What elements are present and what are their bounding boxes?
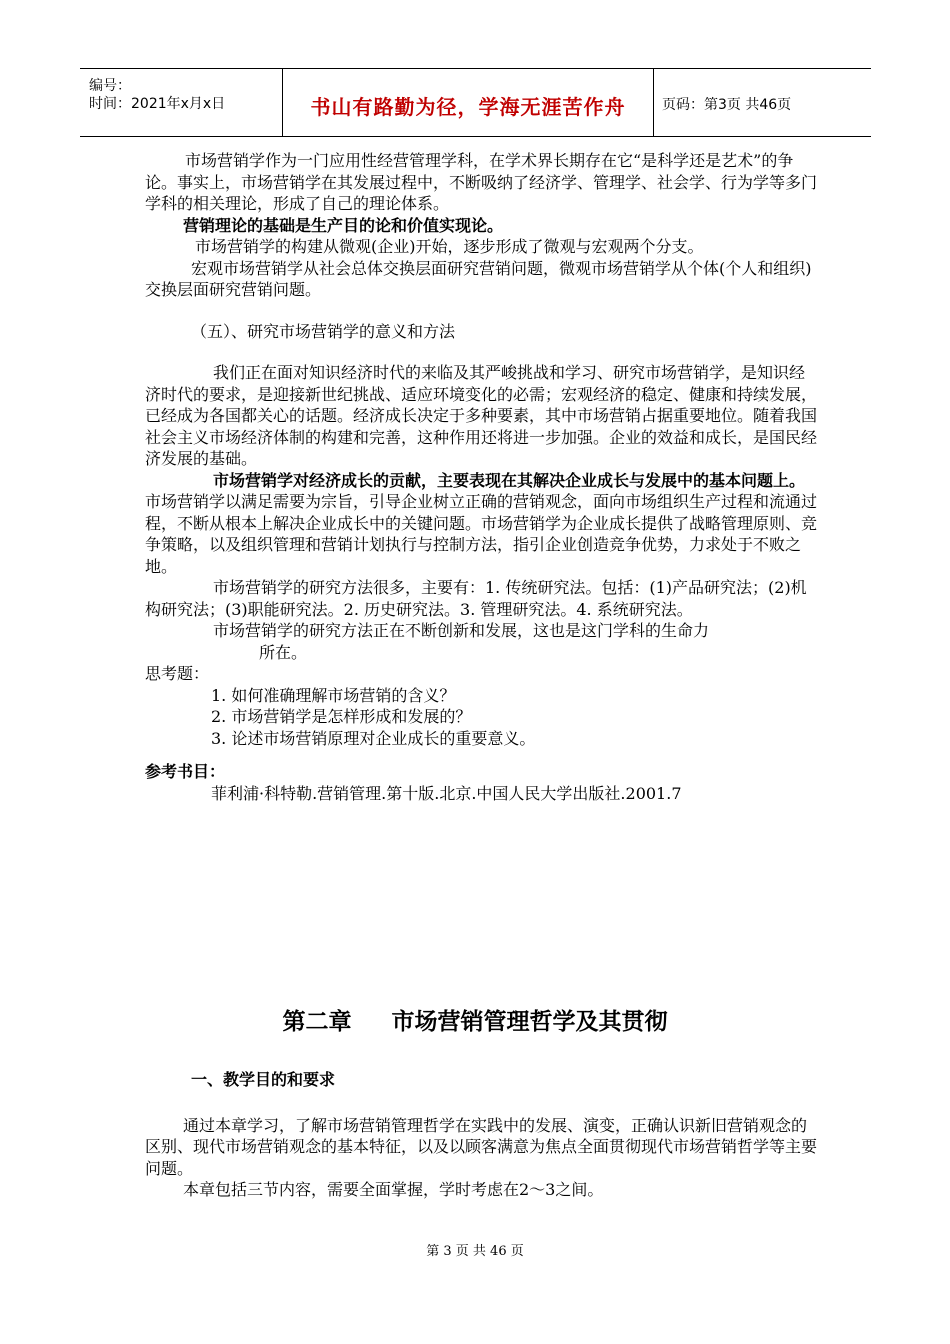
page-footer: 第 3 页 共 46 页 xyxy=(426,1244,524,1259)
header-info-cell xyxy=(80,69,283,136)
page-header xyxy=(80,68,871,137)
paragraph: 通过本章学习，了解市场营销管理哲学在实践中的发展、演变，正确认识新旧营销观念的区别、现代市场营销观念的基本特征，以及以顾客满意为焦点全面贯彻现代市场营销哲学等主要问题。 xyxy=(145,1115,818,1178)
questions-label: 思考题： xyxy=(145,664,210,683)
references-label: 参考书目： xyxy=(145,762,226,781)
paragraph: 宏观市场营销学从社会总体交换层面研究营销问题，微观市场营销学从个体(个人和组织)交换层面研究营销问题。 xyxy=(145,258,812,299)
bold-paragraph: 营销理论的基础是生产目的论和价值实现论。 xyxy=(183,215,504,235)
section-heading: 一、教学目的和要求 xyxy=(191,1070,336,1089)
question-item: 1. 如何准确理解市场营销的含义？ xyxy=(211,685,456,705)
number-label: 编号： xyxy=(89,78,131,94)
section-heading: （五）、研究市场营销学的意义和方法 xyxy=(191,321,456,341)
paragraph: 市场营销学的研究方法很多，主要有：1. 传统研究法。包括：(1)产品研究法；(2)机构研究法；(3)职能研究法。2. 历史研究法。3. 管理研究法。4. 系统研究法。 xyxy=(145,578,807,619)
chapter-heading xyxy=(0,1003,950,1036)
paragraph: 本章包括三节内容，需要全面掌握，学时考虑在2～3之间。 xyxy=(183,1180,604,1199)
paragraph-rest: 市场营销学以满足需要为宗旨，引导企业树立正确的营销观念，面向市场组织生产过程和流通过程，不断从根本上解决企业成长中的关键问题。市场营销学为企业成长提供了战略管理原则、竞争策略，以及组织管理和营销计划执行与控制方法，指引企业创造竞争优势，力求处于不败之地。 xyxy=(145,492,818,576)
paragraph-line: 市场营销学的研究方法正在不断创新和发展，这也是这门学科的生命力 xyxy=(213,621,710,640)
paragraph xyxy=(145,470,820,578)
chapter-number: 第二章 xyxy=(282,1009,352,1035)
chapter-body xyxy=(145,1069,820,1201)
question-item: 2. 市场营销学是怎样形成和发展的？ xyxy=(211,707,472,726)
document-body xyxy=(145,150,820,804)
paragraph: 市场营销学的构建从微观(企业)开始，逐步形成了微观与宏观两个分支。 xyxy=(195,237,704,256)
header-page-cell xyxy=(654,69,871,136)
paragraph-line: 所在。 xyxy=(259,642,308,662)
header-motto-cell xyxy=(283,69,654,136)
motto: 书山有路勤为径，学海无涯苦作舟 xyxy=(310,95,626,119)
paragraph: 市场营销学作为一门应用性经营管理学科，在学术界长期存在它“是科学还是艺术”的争论。事实上，市场营销学在其发展过程中，不断吸纳了经济学、管理学、社会学、行为学等多门学科的相关理论，形成了自己的理论体系。 xyxy=(145,151,818,213)
question-item: 3. 论述市场营销原理对企业成长的重要意义。 xyxy=(211,728,536,748)
bold-lead: 市场营销学对经济成长的贡献，主要表现在其解决企业成长与发展中的基本问题上。 xyxy=(213,470,806,490)
chapter-title: 市场营销管理哲学及其贯彻 xyxy=(391,1009,668,1035)
page-info: 页码：第3页 共46页 xyxy=(662,97,792,113)
paragraph: 我们正在面对知识经济时代的来临及其严峻挑战和学习、研究市场营销学，是知识经济时代的要求，是迎接新世纪挑战、适应环境变化的必需；宏观经济的稳定、健康和持续发展，已经成为各国都关心的话题。经济成长决定于多种要素，其中市场营销占据重要地位。随着我国社会主义市场经济体制的构建和完善，这种作用还将进一步加强。企业的效益和成长，是国民经济发展的基础。 xyxy=(145,363,818,468)
reference-item: 菲利浦·科特勒.营销管理.第十版.北京.中国人民大学出版社.2001.7 xyxy=(211,783,682,803)
time-label: 时间：2021年x月x日 xyxy=(89,96,226,112)
